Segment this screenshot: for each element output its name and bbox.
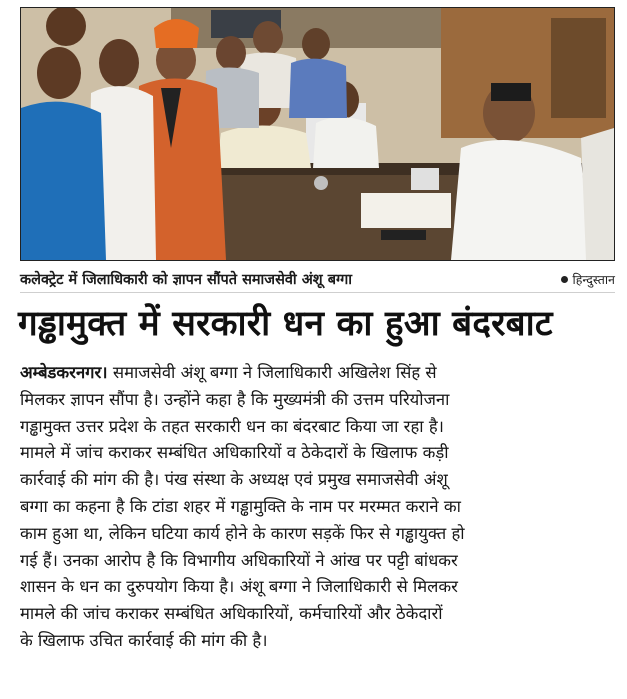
- article-body: [20, 360, 612, 655]
- dateline: अम्बेडकरनगर।: [20, 363, 108, 382]
- article-line: कार्रवाई की मांग की है। पंख संस्था के अध्यक्ष एवं प्रमुख समाजसेवी अंशू: [20, 470, 448, 490]
- photo-caption: कलेक्ट्रेट में जिलाधिकारी को ज्ञापन सौंपते समाजसेवी अंशू बग्गा: [20, 272, 352, 288]
- article-line: गड्ढामुक्त उत्तर प्रदेश के तहत सरकारी धन का बंदरबाट किया जा रहा है।: [20, 416, 444, 436]
- article-line: मामले में जांच कराकर सम्बंधित अधिकारियों व ठेकेदारों के खिलाफ कड़ी: [20, 443, 449, 463]
- bullet-icon: [561, 276, 568, 283]
- article-line: गई हैं। उनका आरोप है कि विभागीय अधिकारियों ने आंख पर पट्टी बांधकर: [20, 550, 458, 570]
- photo-illustration: [21, 8, 614, 260]
- article-line: शासन के धन का दुरुपयोग किया है। अंशू बग्गा ने जिलाधिकारी से मिलकर: [20, 577, 458, 597]
- caption-bar: [20, 266, 615, 293]
- credit-label: हिन्दुस्तान: [572, 271, 615, 287]
- article-line-text: समाजसेवी अंशू बग्गा ने जिलाधिकारी अखिलेश सिंह से: [107, 363, 437, 382]
- news-photo: [20, 7, 615, 261]
- article-line: [20, 360, 612, 387]
- photo-credit: [561, 271, 615, 288]
- article-line: के खिलाफ उचित कार्रवाई की मांग की है।: [20, 630, 268, 650]
- article-line: काम हुआ था, लेकिन घटिया कार्य होने के कारण सड़कें फिर से गड्ढायुक्त हो: [20, 523, 465, 543]
- article-line: मिलकर ज्ञापन सौंपा है। उन्होंने कहा है कि मुख्यमंत्री की उत्तम परियोजना: [20, 389, 450, 409]
- article-line: मामले की जांच कराकर सम्बंधित अधिकारियों, कर्मचारियों और ठेकेदारों: [20, 604, 443, 624]
- article-line: बग्गा का कहना है कि टांडा शहर में गड्ढामुक्ति के नाम पर मरम्मत कराने का: [20, 496, 461, 516]
- article-headline: गड्ढामुक्त में सरकारी धन का हुआ बंदरबाट: [18, 304, 553, 344]
